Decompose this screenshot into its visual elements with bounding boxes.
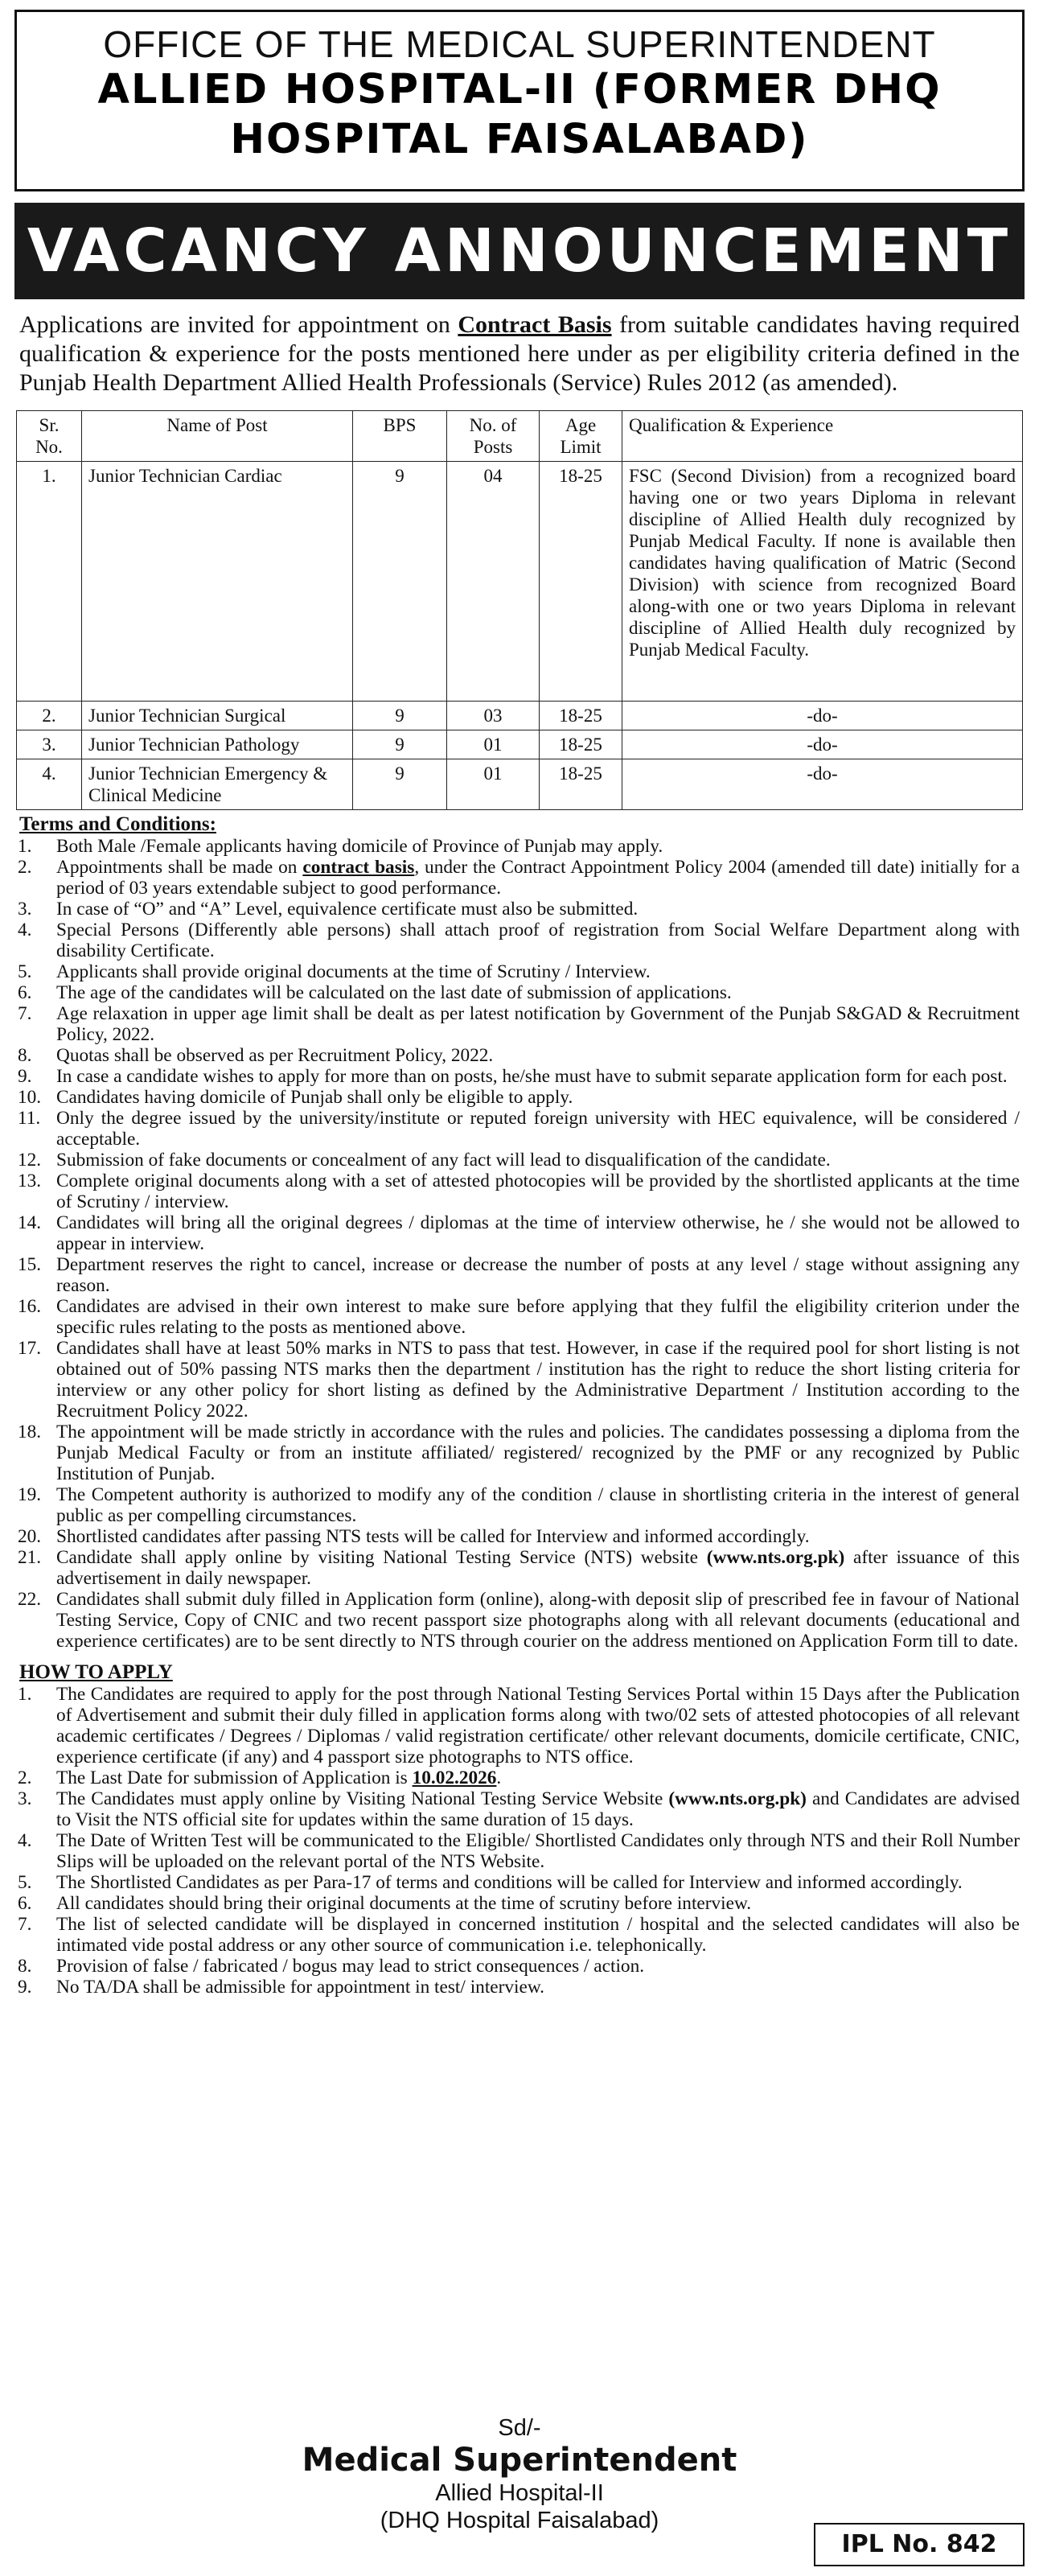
list-item-number: 16. — [18, 1296, 42, 1317]
list-item-number: 11. — [18, 1108, 41, 1129]
cell-bps: 9 — [353, 759, 447, 810]
how-to-apply-list — [14, 1684, 1025, 1998]
list-item-text — [56, 857, 1025, 899]
list-item — [14, 1066, 1025, 1087]
cell-sr: 2. — [17, 702, 82, 730]
list-item — [14, 982, 1025, 1003]
list-item — [14, 1254, 1025, 1296]
terms-title: Terms and Conditions: — [19, 813, 216, 835]
list-item-text-part: and Candidates are advised to Visit the NTS official site for updates within the same duration of 15 days. — [56, 1788, 1020, 1830]
intro-text-after: from suitable candidates having required qualification & experience for the posts mentioned here under as per eligibility criteria defined in the Punjab Health Department Allied Health Professionals (Service) Rules 2012 (as amended). — [19, 311, 1020, 396]
list-item-number: 6. — [18, 982, 32, 1003]
list-item-text: No TA/DA shall be admissible for appointment in test/ interview. — [56, 1977, 544, 1998]
list-item-number: 18. — [18, 1422, 42, 1442]
hospital-name-line-1: ALLIED HOSPITAL-II (FORMER DHQ — [97, 66, 942, 113]
list-item-number: 9. — [18, 1066, 32, 1087]
intro-paragraph — [19, 311, 1020, 397]
list-item-number: 15. — [18, 1254, 42, 1275]
cell-bps: 9 — [353, 730, 447, 759]
header-posts: No. of Posts — [447, 411, 540, 462]
list-item-text-part: The Candidates must apply online by Visiting National Testing Service Website — [56, 1788, 669, 1809]
list-item-number: 14. — [18, 1212, 42, 1233]
list-item-text: The Competent authority is authorized to modify any of the condition / clause in shortlisting criteria in the interest of general public as per compelling circumstances. — [56, 1484, 1020, 1526]
list-item-emphasis: 10.02.2026 — [412, 1767, 497, 1788]
signatory-hospital-former: (DHQ Hospital Faisalabad) — [380, 2508, 659, 2533]
header-box — [14, 10, 1025, 191]
how-to-apply-title: HOW TO APPLY — [19, 1661, 173, 1683]
cell-posts: 01 — [447, 759, 540, 810]
list-item-number: 22. — [18, 1589, 42, 1610]
list-item-number: 4. — [18, 920, 32, 940]
list-item — [14, 1484, 1025, 1526]
table-row — [17, 462, 1023, 702]
list-item-text: Only the degree issued by the university/institute or reputed foreign university with HEC equivalence, will be considered / acceptable. — [56, 1108, 1020, 1150]
list-item-text: Applicants shall provide original documents at the time of Scrutiny / Interview. — [56, 961, 651, 982]
list-item-text: Provision of false / fabricated / bogus may lead to strict consequences / action. — [56, 1956, 645, 1977]
list-item — [14, 961, 1025, 982]
list-item-text: The Candidates are required to apply for the post through National Testing Services Portal within 15 Days after the Publication of Advertisement and submit their duly filled in application forms along with two/02 sets of attested photocopies of all relevant academic certificates / Degrees / Diplomas / valid registration certificate/ other relevant documents, domicile certificate, CNIC, experience certificate (if any) and 4 passport size photographs to NTS office. — [56, 1684, 1020, 1767]
cell-bps: 9 — [353, 462, 447, 702]
hospital-name-line-2: HOSPITAL FAISALABAD) — [230, 116, 809, 163]
cell-qualification: -do- — [622, 730, 1023, 759]
list-item-text: Candidates having domicile of Punjab shall only be eligible to apply. — [56, 1087, 573, 1108]
list-item — [14, 1872, 1025, 1893]
posts-table — [16, 410, 1023, 810]
list-item-text: Candidates will bring all the original degrees / diplomas at the time of interview otherwise, he / she would not be allowed to appear in interview. — [56, 1212, 1020, 1254]
cell-qualification: -do- — [622, 759, 1023, 810]
ipl-number-badge: IPL No. 842 — [814, 2523, 1025, 2566]
list-item — [14, 857, 1025, 899]
list-item — [14, 1956, 1025, 1977]
list-item — [14, 1150, 1025, 1171]
list-item-number: 7. — [18, 1914, 32, 1935]
cell-age: 18-25 — [540, 462, 622, 702]
list-item-number: 3. — [18, 1788, 32, 1809]
list-item-text — [56, 1767, 1025, 1788]
list-item-number: 21. — [18, 1547, 42, 1568]
list-item-text — [56, 1788, 1025, 1830]
list-item-text-part: Candidate shall apply online by visiting National Testing Service (NTS) website — [56, 1547, 707, 1568]
list-item — [14, 1684, 1025, 1767]
list-item-text-part: Appointments shall be made on — [56, 857, 303, 878]
list-item-text: The Shortlisted Candidates as per Para-17 of terms and conditions will be called for Interview and informed accordingly. — [56, 1872, 963, 1893]
list-item-text: Submission of fake documents or concealment of any fact will lead to disqualification of the candidate. — [56, 1150, 831, 1171]
list-item — [14, 1977, 1025, 1998]
list-item — [14, 1087, 1025, 1108]
intro-text-before: Applications are invited for appointment on — [19, 311, 458, 338]
list-item-number: 1. — [18, 836, 32, 857]
signature-block — [0, 2415, 1039, 2534]
header-qualification: Qualification & Experience — [622, 411, 1023, 462]
list-item — [14, 1767, 1025, 1788]
list-item-number: 17. — [18, 1338, 42, 1359]
list-item-text-part: The Last Date for submission of Application is — [56, 1767, 413, 1788]
list-item-number: 19. — [18, 1484, 42, 1505]
list-item-text: The Date of Written Test will be communicated to the Eligible/ Shortlisted Candidates only through NTS and their Roll Number Slips will be uploaded on the relevant portal of the NTS Website. — [56, 1830, 1020, 1872]
list-item-text: In case of “O” and “A” Level, equivalence certificate must also be submitted. — [56, 899, 639, 920]
list-item-text-part: . — [496, 1767, 502, 1788]
list-item-number: 8. — [18, 1956, 32, 1977]
header-sr: Sr. No. — [17, 411, 82, 462]
list-item-number: 3. — [18, 899, 32, 920]
cell-name: Junior Technician Cardiac — [82, 462, 353, 702]
list-item — [14, 1893, 1025, 1914]
list-item-emphasis: (www.nts.org.pk) — [706, 1547, 845, 1568]
list-item — [14, 1547, 1025, 1589]
list-item-number: 13. — [18, 1171, 42, 1191]
cell-age: 18-25 — [540, 702, 622, 730]
cell-posts: 04 — [447, 462, 540, 702]
list-item-number: 2. — [18, 857, 32, 878]
list-item-text-part: , under the Contract Appointment Policy 2004 (amended till date) initially for a period of 03 years extendable subject to good performance. — [56, 857, 1021, 899]
list-item-text: Complete original documents along with a set of attested photocopies will be provided by the shortlisted applicants at the time of Scrutiny / interview. — [56, 1171, 1020, 1212]
header-bps: BPS — [353, 411, 447, 462]
table-row — [17, 702, 1023, 730]
cell-posts: 03 — [447, 702, 540, 730]
signature-sd: Sd/- — [498, 2415, 541, 2441]
list-item — [14, 920, 1025, 961]
table-row — [17, 730, 1023, 759]
list-item-number: 20. — [18, 1526, 42, 1547]
list-item — [14, 1338, 1025, 1422]
signatory-hospital: Allied Hospital-II — [435, 2480, 604, 2506]
list-item — [14, 899, 1025, 920]
list-item — [14, 1108, 1025, 1150]
list-item — [14, 1422, 1025, 1484]
list-item-text: The age of the candidates will be calculated on the last date of submission of applications. — [56, 982, 732, 1003]
list-item-number: 1. — [18, 1684, 32, 1705]
cell-name: Junior Technician Surgical — [82, 702, 353, 730]
list-item-text: Quotas shall be observed as per Recruitment Policy, 2022. — [56, 1045, 494, 1066]
cell-age: 18-25 — [540, 730, 622, 759]
list-item — [14, 1045, 1025, 1066]
list-item-text: All candidates should bring their original documents at the time of scrutiny before interview. — [56, 1893, 752, 1914]
list-item — [14, 836, 1025, 857]
cell-qualification: -do- — [622, 702, 1023, 730]
cell-name: Junior Technician Pathology — [82, 730, 353, 759]
table-row — [17, 759, 1023, 810]
signatory-title: Medical Superintendent — [302, 2442, 737, 2479]
header-age: Age Limit — [540, 411, 622, 462]
vacancy-banner: VACANCY ANNOUNCEMENT — [14, 203, 1025, 299]
list-item — [14, 1171, 1025, 1212]
list-item — [14, 1788, 1025, 1830]
list-item-number: 6. — [18, 1893, 32, 1914]
list-item-text: Candidates are advised in their own interest to make sure before applying that they fulfil the eligibility criterion under the specific rules relating to the posts as mentioned above. — [56, 1296, 1020, 1338]
list-item-emphasis: (www.nts.org.pk) — [668, 1788, 807, 1809]
list-item — [14, 1003, 1025, 1045]
list-item-text — [56, 1547, 1025, 1589]
list-item-number: 12. — [18, 1150, 42, 1171]
office-title: OFFICE OF THE MEDICAL SUPERINTENDENT — [103, 23, 936, 65]
list-item — [14, 1914, 1025, 1956]
list-item-text: In case a candidate wishes to apply for more than on posts, he/she must have to submit separate application form for each post. — [56, 1066, 1008, 1087]
table-header-row — [17, 411, 1023, 462]
cell-sr: 3. — [17, 730, 82, 759]
cell-name: Junior Technician Emergency & Clinical Medicine — [82, 759, 353, 810]
cell-sr: 4. — [17, 759, 82, 810]
cell-bps: 9 — [353, 702, 447, 730]
list-item-text: Both Male /Female applicants having domicile of Province of Punjab may apply. — [56, 836, 663, 857]
list-item-number: 9. — [18, 1977, 32, 1998]
intro-emphasis: Contract Basis — [458, 311, 612, 338]
list-item-text: The appointment will be made strictly in accordance with the rules and policies. The candidates possessing a diploma from the Punjab Medical Faculty or from an institute affiliated/ registered/ recognized by the PMF or any recognized by Public Institution of Punjab. — [56, 1422, 1020, 1484]
cell-age: 18-25 — [540, 759, 622, 810]
list-item-emphasis: contract basis — [302, 857, 415, 878]
cell-qualification: FSC (Second Division) from a recognized board having one or two years Diploma in relevant discipline of Allied Health duly recognized by Punjab Medical Faculty. If none is available then candidates having qualification of Matric (Second Division) with science from recognized Board along-with one or two years Diploma in relevant discipline of Allied Health duly recognized by Punjab Medical Faculty. — [622, 462, 1023, 702]
list-item-text: Candidates shall have at least 50% marks in NTS to pass that test. However, in case if the required pool for short listing is not obtained out of 50% passing NTS marks then the department / institution has the right to reduce the short listing criteria for interview or any other policy for short listing as defined by the Administrative Department / Institution according to the Recruitment Policy 2022. — [56, 1338, 1020, 1422]
list-item — [14, 1212, 1025, 1254]
list-item-number: 2. — [18, 1767, 32, 1788]
list-item — [14, 1296, 1025, 1338]
list-item-text: The list of selected candidate will be displayed in concerned institution / hospital and the selected candidates will also be intimated vide postal address or any other source of communication i.e. telephonically. — [56, 1914, 1020, 1956]
list-item — [14, 1830, 1025, 1872]
list-item-text: Candidates shall submit duly filled in Application form (online), along-with deposit slip of prescribed fee in favour of National Testing Service, Copy of CNIC and two recent passport size photographs along with all relevant documents (educational and experience certificates) are to be sent directly to NTS through courier on the address mentioned on Application Form till to date. — [56, 1589, 1020, 1652]
list-item-number: 4. — [18, 1830, 32, 1851]
list-item-number: 10. — [18, 1087, 42, 1108]
list-item-text-part: after issuance of this advertisement in daily newspaper. — [56, 1547, 1020, 1589]
cell-posts: 01 — [447, 730, 540, 759]
list-item-text: Shortlisted candidates after passing NTS tests will be called for Interview and informed accordingly. — [56, 1526, 810, 1547]
header-name: Name of Post — [82, 411, 353, 462]
vacancy-advertisement — [0, 10, 1039, 2576]
list-item-number: 8. — [18, 1045, 32, 1066]
list-item-number: 5. — [18, 1872, 32, 1893]
list-item-text: Special Persons (Differently able persons) shall attach proof of registration from Social Welfare Department along with disability Certificate. — [56, 920, 1020, 961]
list-item — [14, 1589, 1025, 1652]
list-item-text: Department reserves the right to cancel, increase or decrease the number of posts at any level / stage without assigning any reason. — [56, 1254, 1020, 1296]
terms-list — [14, 836, 1025, 1652]
list-item-number: 7. — [18, 1003, 32, 1024]
list-item-text: Age relaxation in upper age limit shall be dealt as per latest notification by Government of the Punjab S&GAD & Recruitment Policy, 2022. — [56, 1003, 1020, 1045]
cell-sr: 1. — [17, 462, 82, 702]
list-item — [14, 1526, 1025, 1547]
list-item-number: 5. — [18, 961, 32, 982]
